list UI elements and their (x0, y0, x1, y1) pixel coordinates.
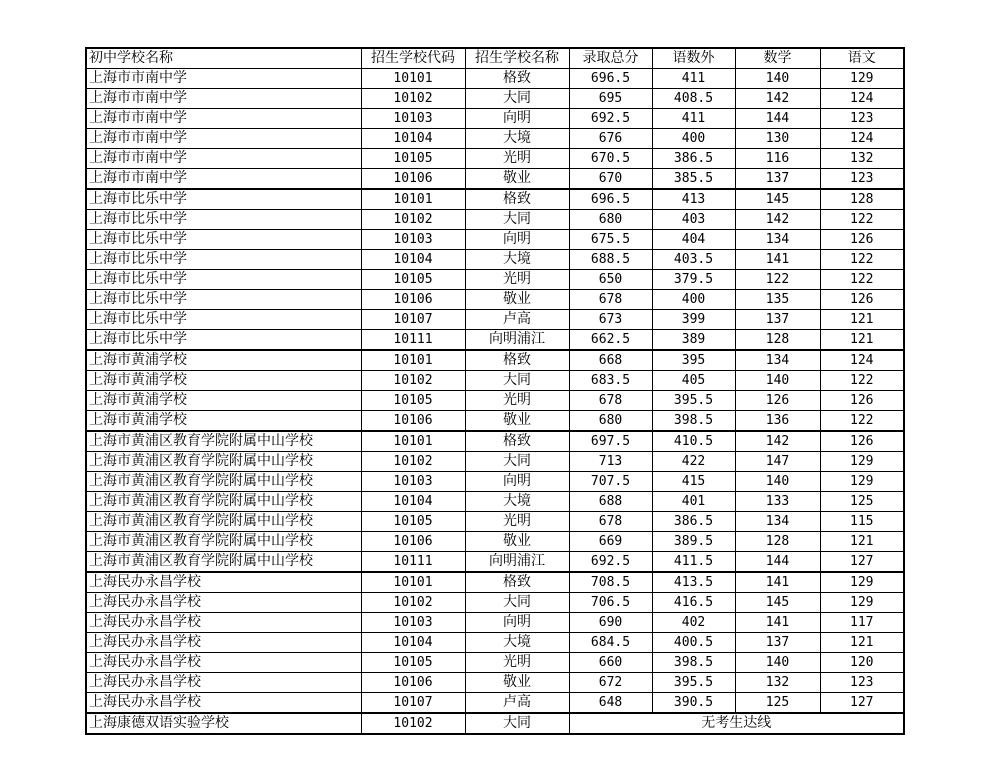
cell-school-code: 10102 (361, 452, 465, 472)
cell-math: 142 (735, 431, 820, 452)
cell-chinese-math-english: 400 (652, 290, 735, 310)
cell-junior-school: 上海市黄浦学校 (86, 350, 361, 371)
cell-chinese-math-english: 386.5 (652, 149, 735, 169)
cell-chinese-math-english: 395 (652, 350, 735, 371)
cell-junior-school: 上海市黄浦区教育学院附属中山学校 (86, 512, 361, 532)
cell-school-name: 向明 (465, 109, 569, 129)
cell-chinese-math-english: 398.5 (652, 411, 735, 432)
table-row (86, 310, 904, 330)
cell-total-score: 668 (569, 350, 652, 371)
cell-school-name: 向明 (465, 230, 569, 250)
cell-total-score: 672 (569, 673, 652, 693)
cell-chinese: 126 (820, 431, 904, 452)
cell-school-code: 10101 (361, 189, 465, 210)
cell-school-code: 10106 (361, 673, 465, 693)
cell-math: 132 (735, 673, 820, 693)
table-row (86, 492, 904, 512)
cell-total-score: 678 (569, 290, 652, 310)
cell-total-score: 684.5 (569, 633, 652, 653)
cell-chinese-math-english: 413.5 (652, 572, 735, 593)
cell-chinese-math-english: 416.5 (652, 593, 735, 613)
cell-chinese: 122 (820, 270, 904, 290)
cell-total-score: 688 (569, 492, 652, 512)
cell-total-score: 673 (569, 310, 652, 330)
cell-math: 136 (735, 411, 820, 432)
cell-chinese: 127 (820, 693, 904, 714)
cell-junior-school: 上海市比乐中学 (86, 310, 361, 330)
cell-total-score: 692.5 (569, 109, 652, 129)
cell-chinese: 124 (820, 129, 904, 149)
cell-school-name: 大境 (465, 129, 569, 149)
table-row (86, 552, 904, 573)
cell-school-code: 10103 (361, 613, 465, 633)
cell-total-score: 670 (569, 169, 652, 190)
cell-math: 126 (735, 391, 820, 411)
cell-math: 141 (735, 572, 820, 593)
cell-chinese: 124 (820, 89, 904, 109)
cell-school-code: 10101 (361, 69, 465, 89)
cell-junior-school: 上海市比乐中学 (86, 330, 361, 351)
cell-junior-school: 上海市比乐中学 (86, 290, 361, 310)
cell-junior-school: 上海市市南中学 (86, 149, 361, 169)
cell-school-name: 格致 (465, 572, 569, 593)
cell-total-score: 680 (569, 210, 652, 230)
cell-chinese-math-english: 400 (652, 129, 735, 149)
cell-chinese: 122 (820, 411, 904, 432)
cell-math: 140 (735, 653, 820, 673)
cell-school-name: 卢高 (465, 310, 569, 330)
cell-chinese-math-english: 408.5 (652, 89, 735, 109)
cell-chinese-math-english: 389 (652, 330, 735, 351)
cell-school-code: 10101 (361, 431, 465, 452)
cell-junior-school: 上海市市南中学 (86, 89, 361, 109)
cell-chinese: 124 (820, 350, 904, 371)
cell-chinese-math-english: 403 (652, 210, 735, 230)
cell-school-code: 10106 (361, 411, 465, 432)
cell-school-code: 10102 (361, 89, 465, 109)
cell-math: 134 (735, 512, 820, 532)
cell-junior-school: 上海市黄浦区教育学院附属中山学校 (86, 532, 361, 552)
cell-total-score: 676 (569, 129, 652, 149)
header-math: 数学 (735, 48, 820, 69)
cell-school-name: 光明 (465, 149, 569, 169)
cell-math: 144 (735, 552, 820, 573)
cell-chinese-math-english: 385.5 (652, 169, 735, 190)
cell-chinese-math-english: 415 (652, 472, 735, 492)
cell-school-code: 10111 (361, 552, 465, 573)
cell-math: 125 (735, 693, 820, 714)
cell-school-name: 敬业 (465, 673, 569, 693)
cell-chinese-math-english: 401 (652, 492, 735, 512)
cell-chinese-math-english: 379.5 (652, 270, 735, 290)
cell-total-score: 675.5 (569, 230, 652, 250)
cell-chinese: 122 (820, 210, 904, 230)
cell-school-name: 敬业 (465, 290, 569, 310)
cell-chinese: 127 (820, 552, 904, 573)
cell-chinese-math-english: 399 (652, 310, 735, 330)
cell-math: 142 (735, 210, 820, 230)
table-row (86, 512, 904, 532)
cell-school-code: 10106 (361, 290, 465, 310)
cell-junior-school: 上海市黄浦学校 (86, 371, 361, 391)
cell-school-name: 敬业 (465, 411, 569, 432)
cell-junior-school: 上海市黄浦区教育学院附属中山学校 (86, 492, 361, 512)
table-row (86, 371, 904, 391)
table-row (86, 230, 904, 250)
cell-school-code: 10102 (361, 593, 465, 613)
cell-total-score: 648 (569, 693, 652, 714)
cell-chinese: 122 (820, 371, 904, 391)
cell-total-score: 690 (569, 613, 652, 633)
cell-school-name: 格致 (465, 431, 569, 452)
cell-total-score: 692.5 (569, 552, 652, 573)
table-row (86, 472, 904, 492)
table-row (86, 129, 904, 149)
cell-school-code: 10103 (361, 230, 465, 250)
cell-total-score: 708.5 (569, 572, 652, 593)
cell-school-name: 大同 (465, 452, 569, 472)
cell-school-code: 10105 (361, 512, 465, 532)
table-row (86, 89, 904, 109)
cell-junior-school: 上海市黄浦学校 (86, 411, 361, 432)
cell-math: 122 (735, 270, 820, 290)
cell-junior-school: 上海市比乐中学 (86, 270, 361, 290)
table-row (86, 653, 904, 673)
table-row (86, 411, 904, 432)
cell-junior-school: 上海民办永昌学校 (86, 572, 361, 593)
cell-school-name: 光明 (465, 391, 569, 411)
final-row-school: 上海康德双语实验学校 (86, 713, 361, 734)
cell-math: 145 (735, 189, 820, 210)
cell-school-code: 10107 (361, 693, 465, 714)
cell-school-name: 格致 (465, 69, 569, 89)
cell-school-name: 大同 (465, 210, 569, 230)
cell-chinese: 123 (820, 109, 904, 129)
cell-school-code: 10101 (361, 350, 465, 371)
cell-school-name: 格致 (465, 189, 569, 210)
cell-junior-school: 上海市市南中学 (86, 129, 361, 149)
cell-total-score: 696.5 (569, 189, 652, 210)
cell-junior-school: 上海市市南中学 (86, 109, 361, 129)
cell-school-code: 10104 (361, 633, 465, 653)
cell-school-name: 卢高 (465, 693, 569, 714)
cell-math: 133 (735, 492, 820, 512)
cell-chinese: 121 (820, 310, 904, 330)
cell-junior-school: 上海市比乐中学 (86, 210, 361, 230)
cell-total-score: 680 (569, 411, 652, 432)
cell-chinese: 132 (820, 149, 904, 169)
cell-school-name: 大境 (465, 250, 569, 270)
table-row (86, 391, 904, 411)
cell-total-score: 707.5 (569, 472, 652, 492)
cell-chinese: 120 (820, 653, 904, 673)
cell-school-name: 向明浦江 (465, 330, 569, 351)
cell-math: 140 (735, 371, 820, 391)
cell-chinese: 115 (820, 512, 904, 532)
cell-total-score: 713 (569, 452, 652, 472)
cell-chinese-math-english: 413 (652, 189, 735, 210)
cell-chinese-math-english: 390.5 (652, 693, 735, 714)
cell-chinese: 126 (820, 290, 904, 310)
cell-total-score: 696.5 (569, 69, 652, 89)
cell-math: 141 (735, 250, 820, 270)
cell-chinese-math-english: 400.5 (652, 633, 735, 653)
cell-junior-school: 上海民办永昌学校 (86, 693, 361, 714)
cell-math: 140 (735, 69, 820, 89)
cell-junior-school: 上海市黄浦区教育学院附属中山学校 (86, 552, 361, 573)
table-row (86, 593, 904, 613)
cell-school-name: 敬业 (465, 169, 569, 190)
table-body (86, 69, 904, 735)
cell-school-name: 大同 (465, 593, 569, 613)
cell-math: 134 (735, 230, 820, 250)
cell-junior-school: 上海民办永昌学校 (86, 653, 361, 673)
cell-chinese: 126 (820, 391, 904, 411)
cell-chinese: 129 (820, 69, 904, 89)
cell-junior-school: 上海民办永昌学校 (86, 593, 361, 613)
cell-chinese-math-english: 403.5 (652, 250, 735, 270)
cell-school-code: 10103 (361, 472, 465, 492)
header-chinese-math-english: 语数外 (652, 48, 735, 69)
table-row (86, 169, 904, 190)
cell-total-score: 688.5 (569, 250, 652, 270)
cell-school-name: 向明 (465, 472, 569, 492)
table-row (86, 431, 904, 452)
cell-math: 135 (735, 290, 820, 310)
final-row (86, 713, 904, 734)
header-chinese: 语文 (820, 48, 904, 69)
cell-math: 145 (735, 593, 820, 613)
cell-total-score: 683.5 (569, 371, 652, 391)
cell-school-code: 10102 (361, 371, 465, 391)
cell-math: 142 (735, 89, 820, 109)
cell-school-code: 10104 (361, 492, 465, 512)
table-row (86, 572, 904, 593)
cell-chinese: 122 (820, 250, 904, 270)
cell-total-score: 697.5 (569, 431, 652, 452)
header-junior-school: 初中学校名称 (86, 48, 361, 69)
admission-scores-table (85, 47, 905, 735)
cell-school-name: 格致 (465, 350, 569, 371)
cell-total-score: 650 (569, 270, 652, 290)
cell-school-code: 10105 (361, 653, 465, 673)
cell-chinese: 123 (820, 169, 904, 190)
cell-junior-school: 上海市市南中学 (86, 169, 361, 190)
cell-math: 130 (735, 129, 820, 149)
cell-math: 128 (735, 330, 820, 351)
final-row-code: 10102 (361, 713, 465, 734)
cell-school-name: 敬业 (465, 532, 569, 552)
cell-chinese: 123 (820, 673, 904, 693)
cell-chinese: 117 (820, 613, 904, 633)
cell-junior-school: 上海市黄浦区教育学院附属中山学校 (86, 431, 361, 452)
cell-junior-school: 上海民办永昌学校 (86, 633, 361, 653)
cell-junior-school: 上海市黄浦区教育学院附属中山学校 (86, 452, 361, 472)
cell-chinese-math-english: 411.5 (652, 552, 735, 573)
cell-junior-school: 上海民办永昌学校 (86, 673, 361, 693)
cell-junior-school: 上海市黄浦学校 (86, 391, 361, 411)
table-row (86, 613, 904, 633)
final-row-note: 无考生达线 (569, 713, 904, 734)
cell-chinese-math-english: 402 (652, 613, 735, 633)
table-row (86, 673, 904, 693)
cell-school-name: 大同 (465, 89, 569, 109)
cell-school-code: 10103 (361, 109, 465, 129)
cell-chinese-math-english: 411 (652, 69, 735, 89)
cell-math: 134 (735, 350, 820, 371)
cell-chinese: 121 (820, 532, 904, 552)
cell-junior-school: 上海民办永昌学校 (86, 613, 361, 633)
cell-chinese-math-english: 422 (652, 452, 735, 472)
cell-math: 147 (735, 452, 820, 472)
cell-math: 140 (735, 472, 820, 492)
header-school-code: 招生学校代码 (361, 48, 465, 69)
cell-school-name: 大同 (465, 371, 569, 391)
table-row (86, 452, 904, 472)
cell-junior-school: 上海市比乐中学 (86, 250, 361, 270)
cell-school-name: 向明 (465, 613, 569, 633)
cell-junior-school: 上海市比乐中学 (86, 230, 361, 250)
cell-school-code: 10106 (361, 532, 465, 552)
table-row (86, 149, 904, 169)
cell-total-score: 678 (569, 512, 652, 532)
cell-chinese-math-english: 405 (652, 371, 735, 391)
cell-total-score: 678 (569, 391, 652, 411)
header-row (86, 48, 904, 69)
cell-chinese: 126 (820, 230, 904, 250)
table-row (86, 109, 904, 129)
cell-chinese-math-english: 404 (652, 230, 735, 250)
cell-chinese-math-english: 386.5 (652, 512, 735, 532)
header-school-name: 招生学校名称 (465, 48, 569, 69)
cell-total-score: 669 (569, 532, 652, 552)
cell-chinese-math-english: 410.5 (652, 431, 735, 452)
cell-school-code: 10111 (361, 330, 465, 351)
table-row (86, 693, 904, 714)
cell-total-score: 660 (569, 653, 652, 673)
cell-total-score: 695 (569, 89, 652, 109)
cell-math: 128 (735, 532, 820, 552)
cell-total-score: 706.5 (569, 593, 652, 613)
cell-chinese: 128 (820, 189, 904, 210)
cell-math: 144 (735, 109, 820, 129)
cell-math: 116 (735, 149, 820, 169)
table-row (86, 270, 904, 290)
table-row (86, 633, 904, 653)
cell-chinese-math-english: 398.5 (652, 653, 735, 673)
cell-school-code: 10104 (361, 129, 465, 149)
cell-chinese: 125 (820, 492, 904, 512)
cell-math: 137 (735, 169, 820, 190)
cell-school-code: 10105 (361, 149, 465, 169)
cell-chinese-math-english: 395.5 (652, 391, 735, 411)
cell-school-name: 光明 (465, 270, 569, 290)
cell-school-code: 10102 (361, 210, 465, 230)
cell-chinese: 129 (820, 593, 904, 613)
cell-math: 137 (735, 633, 820, 653)
table-row (86, 532, 904, 552)
cell-school-code: 10107 (361, 310, 465, 330)
cell-chinese-math-english: 395.5 (652, 673, 735, 693)
cell-math: 137 (735, 310, 820, 330)
cell-school-code: 10106 (361, 169, 465, 190)
cell-total-score: 670.5 (569, 149, 652, 169)
cell-school-name: 向明浦江 (465, 552, 569, 573)
cell-school-code: 10104 (361, 250, 465, 270)
cell-school-name: 大境 (465, 492, 569, 512)
cell-math: 141 (735, 613, 820, 633)
cell-total-score: 662.5 (569, 330, 652, 351)
cell-school-name: 光明 (465, 512, 569, 532)
cell-chinese: 121 (820, 330, 904, 351)
table-row (86, 330, 904, 351)
cell-school-code: 10105 (361, 391, 465, 411)
cell-junior-school: 上海市比乐中学 (86, 189, 361, 210)
cell-chinese-math-english: 389.5 (652, 532, 735, 552)
cell-chinese: 121 (820, 633, 904, 653)
cell-school-name: 光明 (465, 653, 569, 673)
table-row (86, 210, 904, 230)
table-row (86, 350, 904, 371)
table-row (86, 250, 904, 270)
cell-chinese-math-english: 411 (652, 109, 735, 129)
table-row (86, 290, 904, 310)
cell-junior-school: 上海市黄浦区教育学院附属中山学校 (86, 472, 361, 492)
cell-chinese: 129 (820, 452, 904, 472)
final-row-target: 大同 (465, 713, 569, 734)
header-total-score: 录取总分 (569, 48, 652, 69)
cell-chinese: 129 (820, 572, 904, 593)
cell-school-code: 10105 (361, 270, 465, 290)
cell-chinese: 129 (820, 472, 904, 492)
cell-school-name: 大境 (465, 633, 569, 653)
cell-junior-school: 上海市市南中学 (86, 69, 361, 89)
table-row (86, 189, 904, 210)
table-row (86, 69, 904, 89)
cell-school-code: 10101 (361, 572, 465, 593)
